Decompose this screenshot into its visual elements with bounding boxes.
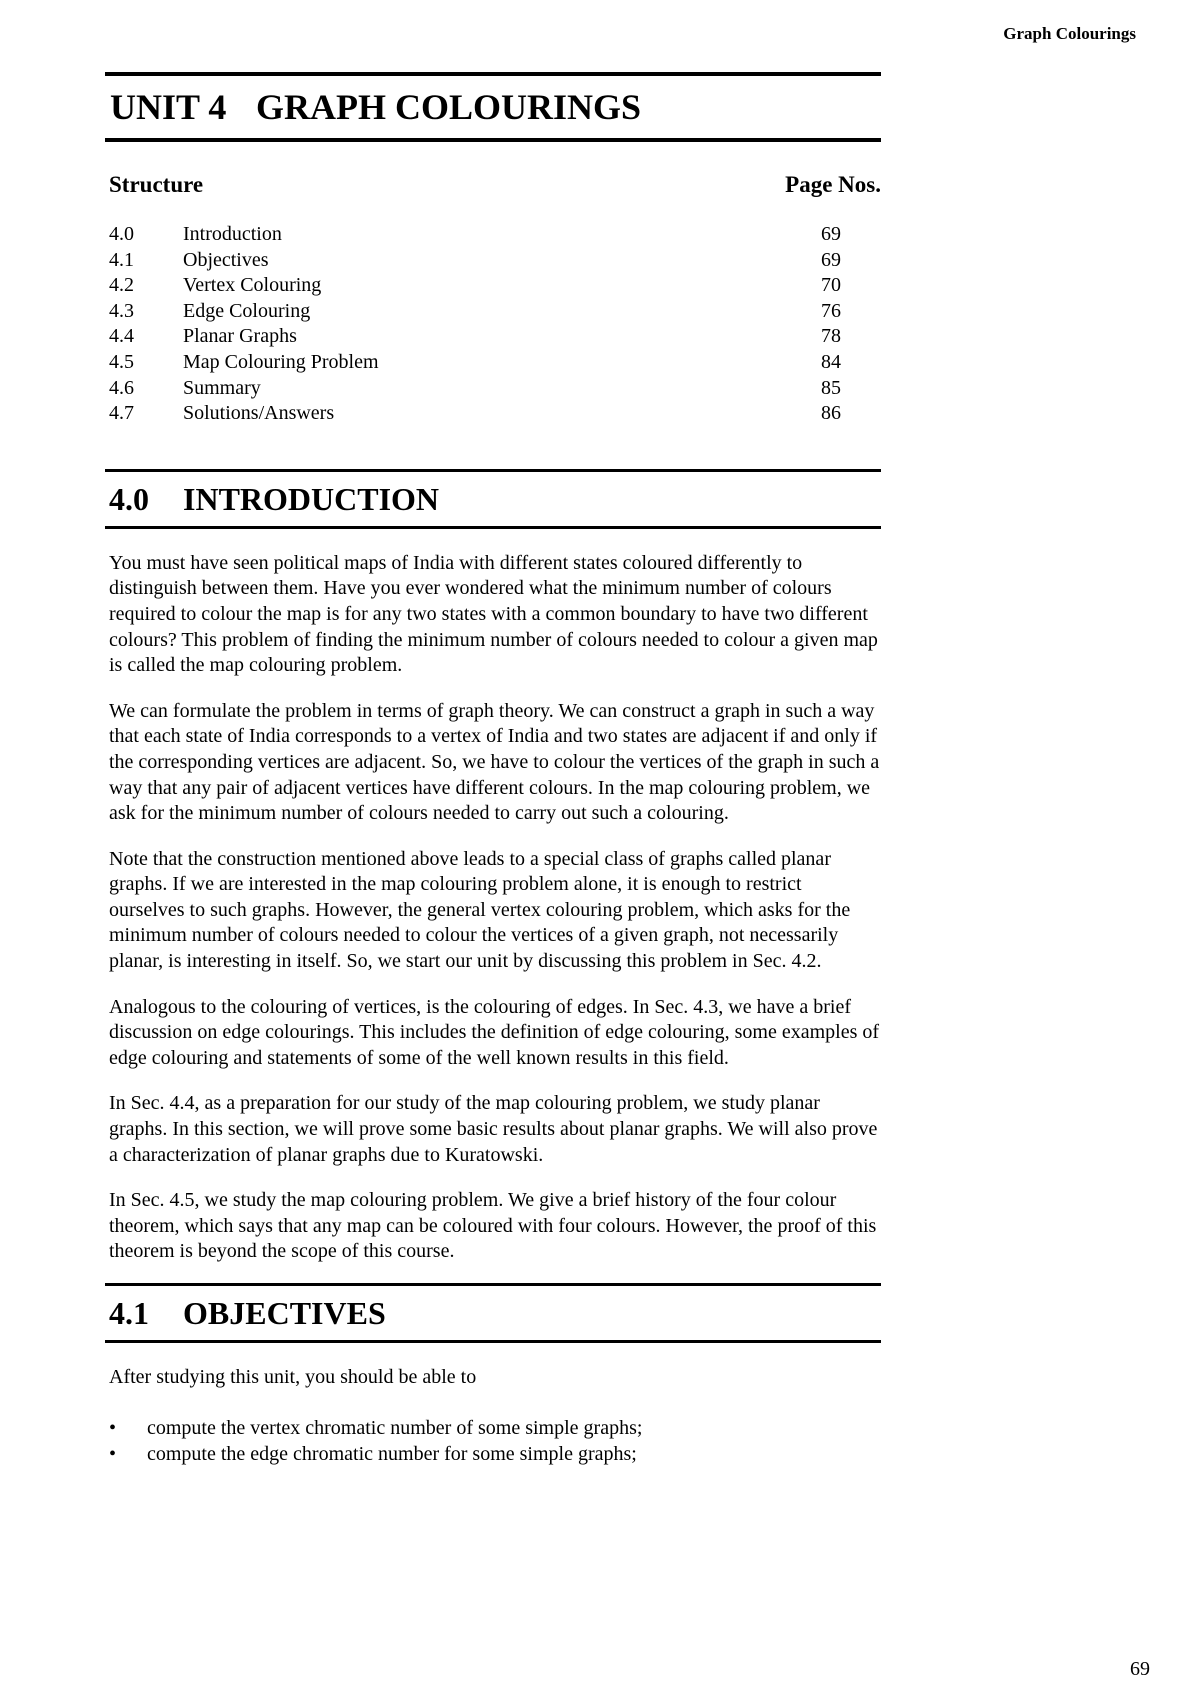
- toc-title: Introduction: [183, 223, 282, 245]
- bullet-icon: •: [109, 1443, 117, 1466]
- structure-header: [105, 170, 881, 200]
- toc-page: 84: [821, 350, 841, 373]
- unit-title-text: GRAPH COLOURINGS: [256, 87, 642, 127]
- toc-number: 4.2: [109, 274, 134, 297]
- list-item-text: compute the edge chromatic number for some simple graphs;: [147, 1443, 637, 1466]
- toc-page: 69: [821, 223, 841, 245]
- table-of-contents: [105, 222, 881, 427]
- introduction-paragraph: We can formulate the problem in terms of graph theory. We can construct a graph in such a way that each state of India corresponds to a vertex of India and two states are adjacent if and only if the corresponding vertices are adjacent. So, we have to colour the vertices of the graph in such a way that any pair of adjacent vertices have different colours. In the map colouring problem, we ask for the minimum number of colours needed to carry out such a colouring.: [109, 699, 880, 825]
- section-title-text: OBJECTIVES: [183, 1295, 386, 1331]
- toc-title: Edge Colouring: [183, 299, 311, 322]
- bullet-icon: •: [109, 1416, 117, 1439]
- toc-title: Planar Graphs: [183, 325, 297, 348]
- toc-number: 4.4: [109, 325, 134, 348]
- page-nos-label: Page Nos.: [785, 172, 881, 197]
- list-item: [109, 1441, 881, 1468]
- toc-row: [109, 248, 881, 274]
- objectives-heading: [105, 1286, 881, 1340]
- toc-row: [109, 376, 881, 402]
- toc-title: Vertex Colouring: [183, 274, 322, 297]
- toc-row: [109, 273, 881, 299]
- toc-number: 4.0: [109, 223, 134, 245]
- introduction-paragraph: Analogous to the colouring of vertices, is the colouring of edges. In Sec. 4.3, we have a brief discussion on edge colourings. This includes the definition of edge colouring, some examples of edge colouring and statements of some of the well known results in this field.: [109, 995, 880, 1069]
- structure-label: Structure: [109, 172, 204, 197]
- toc-number: 4.7: [109, 402, 134, 425]
- toc-page: 70: [821, 274, 841, 297]
- toc-row: [109, 401, 881, 427]
- toc-title: Objectives: [183, 248, 269, 271]
- toc-page: 76: [821, 299, 841, 322]
- toc-row: [109, 350, 881, 376]
- toc-row: [109, 299, 881, 325]
- list-item-text: compute the vertex chromatic number of some simple graphs;: [147, 1416, 643, 1439]
- unit-title: [105, 76, 881, 138]
- toc-title: Summary: [183, 376, 261, 399]
- introduction-paragraph: Note that the construction mentioned above leads to a special class of graphs called planar graphs. If we are interested in the map colouring problem alone, it is enough to restrict ourselves to such graphs. However, the general vertex colouring problem, which asks for the minimum number of colours needed to colour the vertices of a given graph, not necessarily planar, is interesting in itself. So, we start our unit by discussing this problem in Sec. 4.2.: [109, 847, 851, 973]
- section-number: 4.1: [109, 1295, 149, 1331]
- list-item: [109, 1415, 881, 1442]
- objectives-list: [105, 1415, 881, 1468]
- toc-page: 85: [821, 376, 841, 399]
- toc-row: [109, 324, 881, 350]
- toc-page: 78: [821, 325, 841, 348]
- introduction-paragraph: In Sec. 4.4, as a preparation for our study of the map colouring problem, we study planar graphs. In this section, we will prove some basic results about planar graphs. We will also prove a characterization of planar graphs due to Kuratowski.: [109, 1092, 878, 1166]
- toc-number: 4.1: [109, 248, 134, 271]
- unit-number: UNIT 4: [110, 87, 227, 127]
- toc-number: 4.5: [109, 350, 134, 373]
- introduction-paragraph: You must have seen political maps of India with different states coloured differently to distinguish between them. Have you ever wondered what the minimum number of colours required to colour the map is for any two states with a common boundary to have two different colours? This problem of finding the minimum number of colours needed to colour a given map is called the map colouring problem.: [109, 551, 878, 677]
- section-number: 4.0: [109, 480, 149, 517]
- page-content: [105, 72, 881, 1468]
- section-title-text: INTRODUCTION: [183, 480, 440, 517]
- toc-title: Solutions/Answers: [183, 402, 335, 425]
- toc-row: [109, 222, 881, 248]
- page-number: 69: [1130, 1658, 1150, 1680]
- toc-page: 69: [821, 248, 841, 271]
- unit-title-bottom-rule: [105, 138, 881, 142]
- introduction-heading: [105, 472, 881, 526]
- toc-number: 4.3: [109, 299, 134, 322]
- toc-page: 86: [821, 402, 841, 425]
- running-header: Graph Colourings: [1003, 24, 1136, 43]
- introduction-paragraph: In Sec. 4.5, we study the map colouring problem. We give a brief history of the four colour theorem, which says that any map can be coloured with four colours. However, the proof of this theorem is beyond the scope of this course.: [109, 1189, 877, 1263]
- toc-title: Map Colouring Problem: [183, 350, 379, 373]
- toc-number: 4.6: [109, 376, 134, 399]
- objectives-lead: After studying this unit, you should be able to: [109, 1366, 477, 1388]
